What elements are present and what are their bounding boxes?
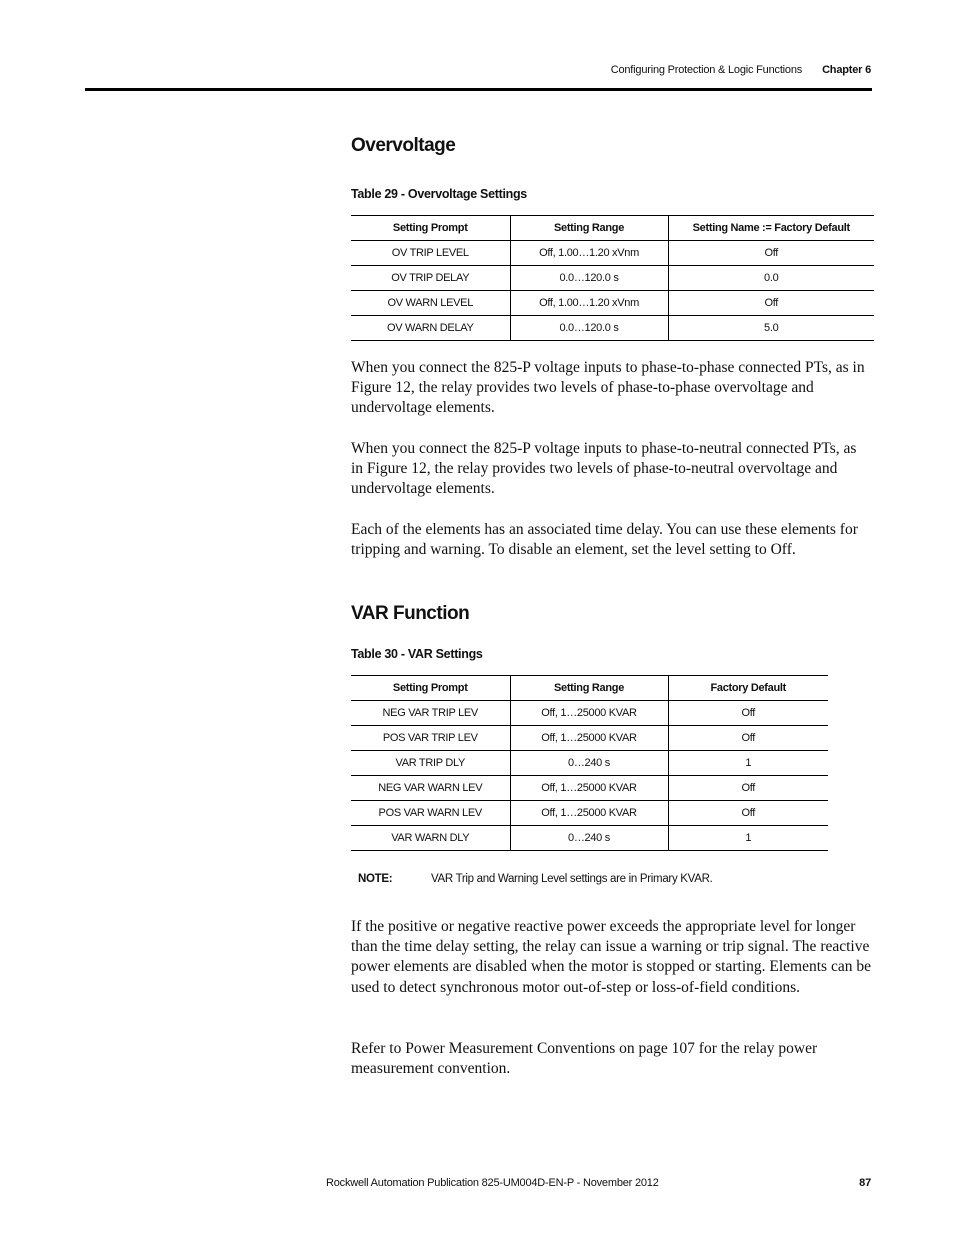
table-row (351, 751, 828, 776)
factory-default-cell: Off (668, 701, 828, 726)
factory-default-cell: Off (668, 801, 828, 826)
body-paragraph: When you connect the 825-P voltage inputs to phase-to-phase connected PTs, as in Figure 12, the relay provides two levels of phase-to-phase overvoltage and undervoltage elements. (351, 359, 865, 417)
setting-range-cell: Off, 1.00…1.20 xVnm (510, 291, 668, 316)
table-header-row (351, 676, 828, 701)
header-divider (85, 88, 872, 91)
body-paragraph: When you connect the 825-P voltage inputs to phase-to-neutral connected PTs, as in Figure 12, the relay provides two levels of phase-to-neutral overvoltage and undervoltage elements. (351, 440, 857, 498)
header-chapter: Chapter 6 (822, 64, 871, 76)
setting-prompt-cell: POS VAR TRIP LEV (351, 726, 510, 751)
table-row (351, 291, 874, 316)
setting-prompt-cell: VAR WARN DLY (351, 826, 510, 851)
column-header: Setting Prompt (351, 216, 510, 241)
var-function-heading: VAR Function (351, 603, 470, 624)
table-row (351, 266, 874, 291)
footer-publication: Rockwell Automation Publication 825-UM004D-EN-P - November 2012 (326, 1177, 659, 1189)
note-text: VAR Trip and Warning Level settings are in Primary KVAR. (431, 873, 713, 885)
factory-default-cell: Off (668, 241, 874, 266)
body-paragraph: Each of the elements has an associated time delay. You can use these elements for tripping and warning. To disable an element, set the level setting to Off. (351, 521, 858, 559)
factory-default-cell: 5.0 (668, 316, 874, 341)
setting-prompt-cell: NEG VAR TRIP LEV (351, 701, 510, 726)
setting-range-cell: Off, 1…25000 KVAR (510, 776, 668, 801)
table-row (351, 701, 828, 726)
setting-range-cell: 0.0…120.0 s (510, 316, 668, 341)
note-block (358, 873, 712, 885)
var-settings-table (351, 675, 828, 851)
setting-prompt-cell: OV TRIP DELAY (351, 266, 510, 291)
setting-range-cell: 0…240 s (510, 751, 668, 776)
setting-range-cell: 0.0…120.0 s (510, 266, 668, 291)
setting-prompt-cell: OV WARN DELAY (351, 316, 510, 341)
setting-range-cell: Off, 1.00…1.20 xVnm (510, 241, 668, 266)
overvoltage-heading: Overvoltage (351, 135, 456, 156)
column-header: Setting Name := Factory Default (668, 216, 874, 241)
setting-range-cell: Off, 1…25000 KVAR (510, 801, 668, 826)
setting-range-cell: Off, 1…25000 KVAR (510, 701, 668, 726)
column-header: Setting Prompt (351, 676, 510, 701)
factory-default-cell: 1 (668, 751, 828, 776)
column-header: Setting Range (510, 216, 668, 241)
setting-prompt-cell: OV TRIP LEVEL (351, 241, 510, 266)
table-row (351, 316, 874, 341)
factory-default-cell: 0.0 (668, 266, 874, 291)
setting-range-cell: Off, 1…25000 KVAR (510, 726, 668, 751)
table-29-caption: Table 29 - Overvoltage Settings (351, 187, 527, 201)
table-30-caption: Table 30 - VAR Settings (351, 647, 483, 661)
factory-default-cell: Off (668, 726, 828, 751)
setting-range-cell: 0…240 s (510, 826, 668, 851)
setting-prompt-cell: POS VAR WARN LEV (351, 801, 510, 826)
setting-prompt-cell: OV WARN LEVEL (351, 291, 510, 316)
column-header: Factory Default (668, 676, 828, 701)
table-row (351, 826, 828, 851)
body-paragraph: If the positive or negative reactive power exceeds the appropriate level for longer than the time delay setting, the relay can issue a warning or trip signal. The reactive power elements are disabled when the motor is stopped or starting. Elements can be used to detect synchronous motor out-of-step or loss-of-field conditions. (351, 918, 871, 996)
table-row (351, 726, 828, 751)
table-row (351, 241, 874, 266)
note-label: NOTE: (358, 873, 393, 885)
page-header (85, 64, 871, 76)
column-header: Setting Range (510, 676, 668, 701)
overvoltage-settings-table (351, 215, 874, 341)
header-section-title: Configuring Protection & Logic Functions (610, 64, 803, 76)
factory-default-cell: Off (668, 291, 874, 316)
body-paragraph: Refer to Power Measurement Conventions on page 107 for the relay power measurement convention. (351, 1040, 818, 1078)
factory-default-cell: Off (668, 776, 828, 801)
table-row (351, 801, 828, 826)
table-row (351, 776, 828, 801)
setting-prompt-cell: NEG VAR WARN LEV (351, 776, 510, 801)
page-number: 87 (859, 1177, 871, 1189)
table-header-row (351, 216, 874, 241)
setting-prompt-cell: VAR TRIP DLY (351, 751, 510, 776)
factory-default-cell: 1 (668, 826, 828, 851)
